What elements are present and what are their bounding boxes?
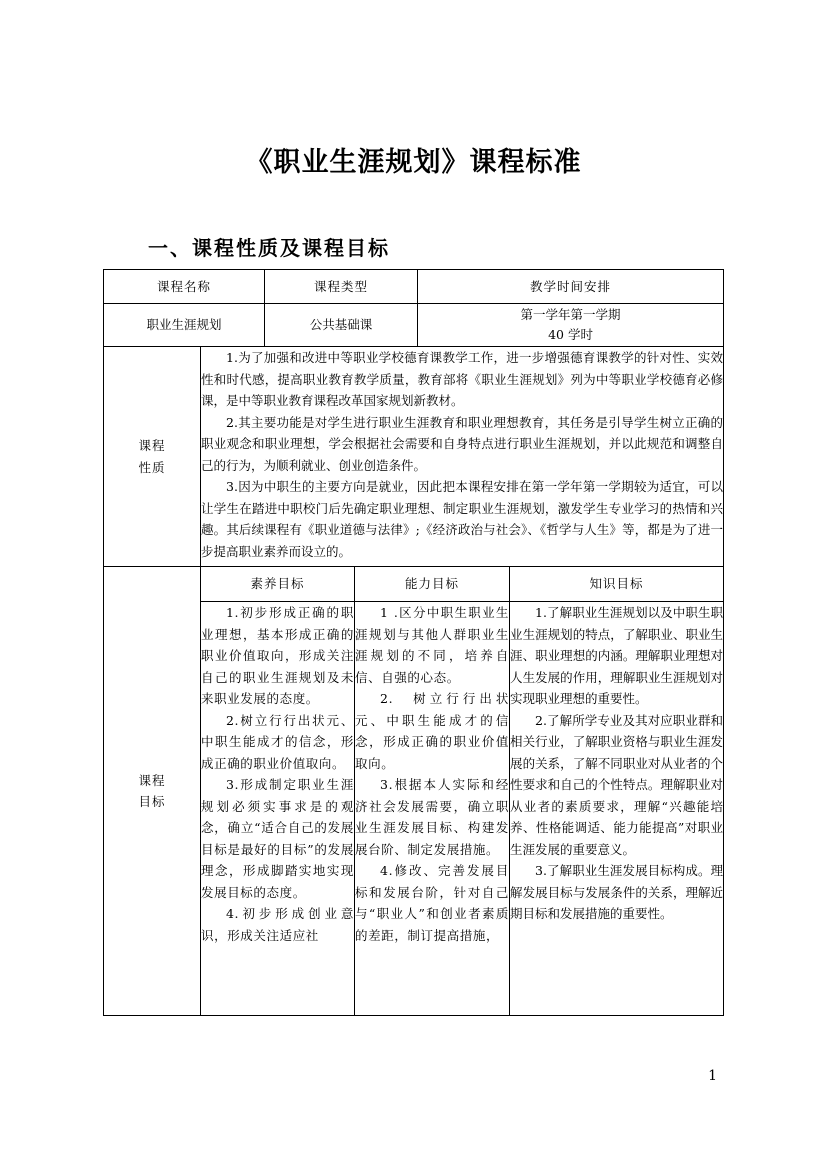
literacy-goal-item: 3.形成制定职业生涯规划必须实事求是的观念，确立“适合自己的发展目标是最好的目标”的发展理念，形成脚踏实地实现发展目标的态度。 <box>201 777 355 900</box>
knowledge-goal-header: 知识目标 <box>510 567 724 602</box>
page-number: 1 <box>708 1068 717 1084</box>
literacy-goal-item: 1.初步形成正确的职业理想，基本形成正确的职业价值取向，形成关注自己的职业生涯规划及未来职业发展的态度。 <box>201 605 355 706</box>
ability-goal-item: 3.根据本人实际和经济社会发展需要，确立职业生涯发展目标、构建发展台阶、制定发展措施。 <box>355 777 510 857</box>
nature-label: 课程 性质 <box>104 347 201 567</box>
ability-goals <box>355 602 510 1016</box>
course-type-value: 公共基础课 <box>265 304 418 347</box>
schedule-semester: 第一学年第一学期 <box>520 307 621 322</box>
knowledge-goal-item: 3.了解职业生涯发展目标构成。理解发展目标与发展条件的关系，理解近期目标和发展措施的重要性。 <box>510 863 724 921</box>
knowledge-goal-item: 1.了解职业生涯规划以及中职生职业生涯规划的特点，了解职业、职业生涯、职业理想的内涵。理解职业理想对人生发展的作用，理解职业生涯规划对实现职业理想的重要性。 <box>510 605 724 706</box>
ability-goal-header: 能力目标 <box>355 567 510 602</box>
ability-goal-item: 4.修改、完善发展目标和发展台阶，针对自己与“职业人”和创业者素质的差距，制订提高措施， <box>355 863 510 943</box>
header-schedule: 教学时间安排 <box>418 270 724 304</box>
nature-paragraph: 2.其主要功能是对学生进行职业生涯教育和职业理想教育，其任务是引导学生树立正确的职业观念和职业理想，学会根据社会需要和自身特点进行职业生涯规划，并以此规范和调整自己的行为，为顺利就业、创业创造条件。 <box>201 414 724 473</box>
literacy-goal-item: 2.树立行行出状元、中职生能成才的信念，形成正确的职业价值取向。 <box>201 712 355 771</box>
literacy-goals <box>201 602 355 1016</box>
nature-paragraph: 3.因为中职生的主要方向是就业，因此把本课程安排在第一学年第一学期较为适宜，可以让学生在踏进中职校门后先确定职业理想、制定职业生涯规划，激发学生专业学习的热情和兴趣。其后续课程有《职业道德与法律》;《经济政治与社会》、《哲学与人生》等，都是为了进一步提高职业素养而设立的。 <box>201 479 724 559</box>
document-title: 《职业生涯规划》课程标准 <box>245 147 582 178</box>
course-name-value: 职业生涯规划 <box>104 304 265 347</box>
course-standard-table <box>103 269 724 1016</box>
nature-content <box>201 347 724 567</box>
section-heading: 一、课程性质及课程目标 <box>148 236 390 260</box>
knowledge-goals <box>510 602 724 1016</box>
literacy-goal-header: 素养目标 <box>201 567 355 602</box>
nature-paragraph: 1.为了加强和改进中等职业学校德育课教学工作，进一步增强德育课教学的针对性、实效性和时代感，提高职业教育教学质量，教育部将《职业生涯规划》列为中等职业学校德育必修课，是中等职业教育课程改革国家规划新教材。 <box>201 350 724 408</box>
goals-label: 课程 目标 <box>104 567 201 1016</box>
schedule-hours: 40 学时 <box>548 327 593 342</box>
ability-goal-item: 2. 树立行行出状元、中职生能成才的信念，形成正确的职业价值取向。 <box>355 691 510 771</box>
literacy-goal-item: 4.初步形成创业意识，形成关注适应社 <box>201 906 355 943</box>
header-course-type: 课程类型 <box>265 270 418 304</box>
header-course-name: 课程名称 <box>104 270 265 304</box>
schedule-value <box>418 304 724 347</box>
knowledge-goal-item: 2.了解所学专业及其对应职业群和相关行业，了解职业资格与职业生涯发展的关系，了解不同职业对从业者的个性要求和自己的个性特点。理解职业对从业者的素质要求，理解“兴趣能培养、性格能调适、能力能提高”对职业生涯发展的重要意义。 <box>510 712 724 857</box>
ability-goal-item: 1 .区分中职生职业生涯规划与其他人群职业生涯规划的不同，培养自信、自强的心态。 <box>355 605 510 685</box>
